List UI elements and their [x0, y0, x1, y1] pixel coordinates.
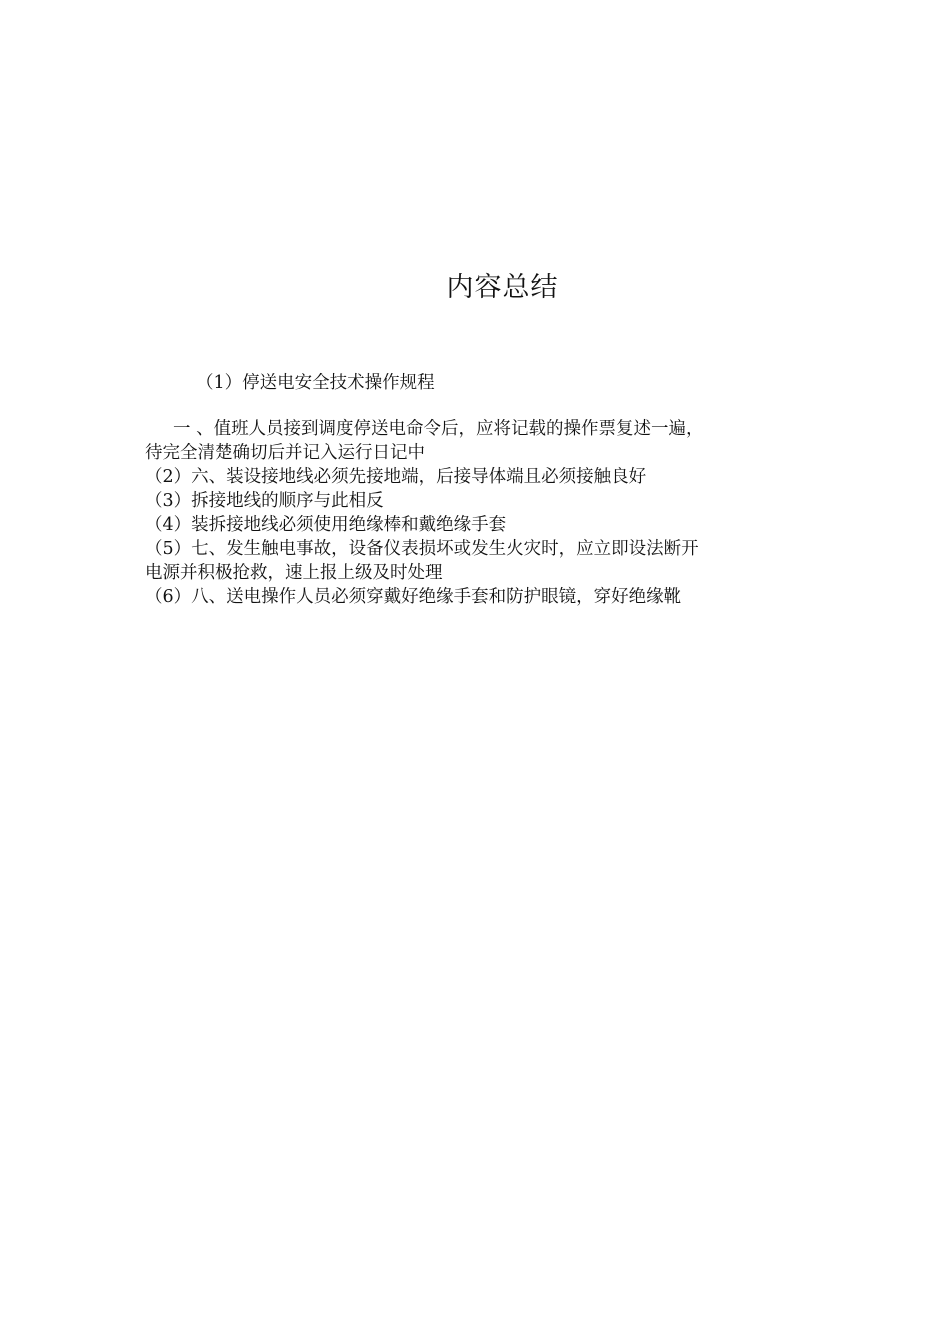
body-line-3: （2）六、装设接地线必须先接地端，后接导体端且必须接触良好: [145, 467, 647, 487]
body-line-5: （4）装拆接地线必须使用绝缘棒和戴绝缘手套: [145, 515, 507, 535]
body-line-8: （6）八、送电操作人员必须穿戴好绝缘手套和防护眼镜，穿好绝缘靴: [145, 587, 682, 607]
document-body: [145, 417, 810, 609]
body-line-1: 一 、值班人员接到调度停送电命令后，应将记载的操作票复述一遍，: [173, 419, 704, 439]
document-subtitle: （1）停送电安全技术操作规程: [196, 373, 435, 393]
body-line-4: （3）拆接地线的顺序与此相反: [145, 491, 384, 511]
body-line-6: （5）七、发生触电事故，设备仪表损坏或发生火灾时，应立即设法断开: [145, 539, 699, 559]
page-title: 内容总结: [446, 272, 559, 303]
body-line-2: 待完全清楚确切后并记入运行日记中: [145, 443, 425, 463]
body-line-7: 电源并积极抢救，速上报上级及时处理: [145, 563, 443, 583]
